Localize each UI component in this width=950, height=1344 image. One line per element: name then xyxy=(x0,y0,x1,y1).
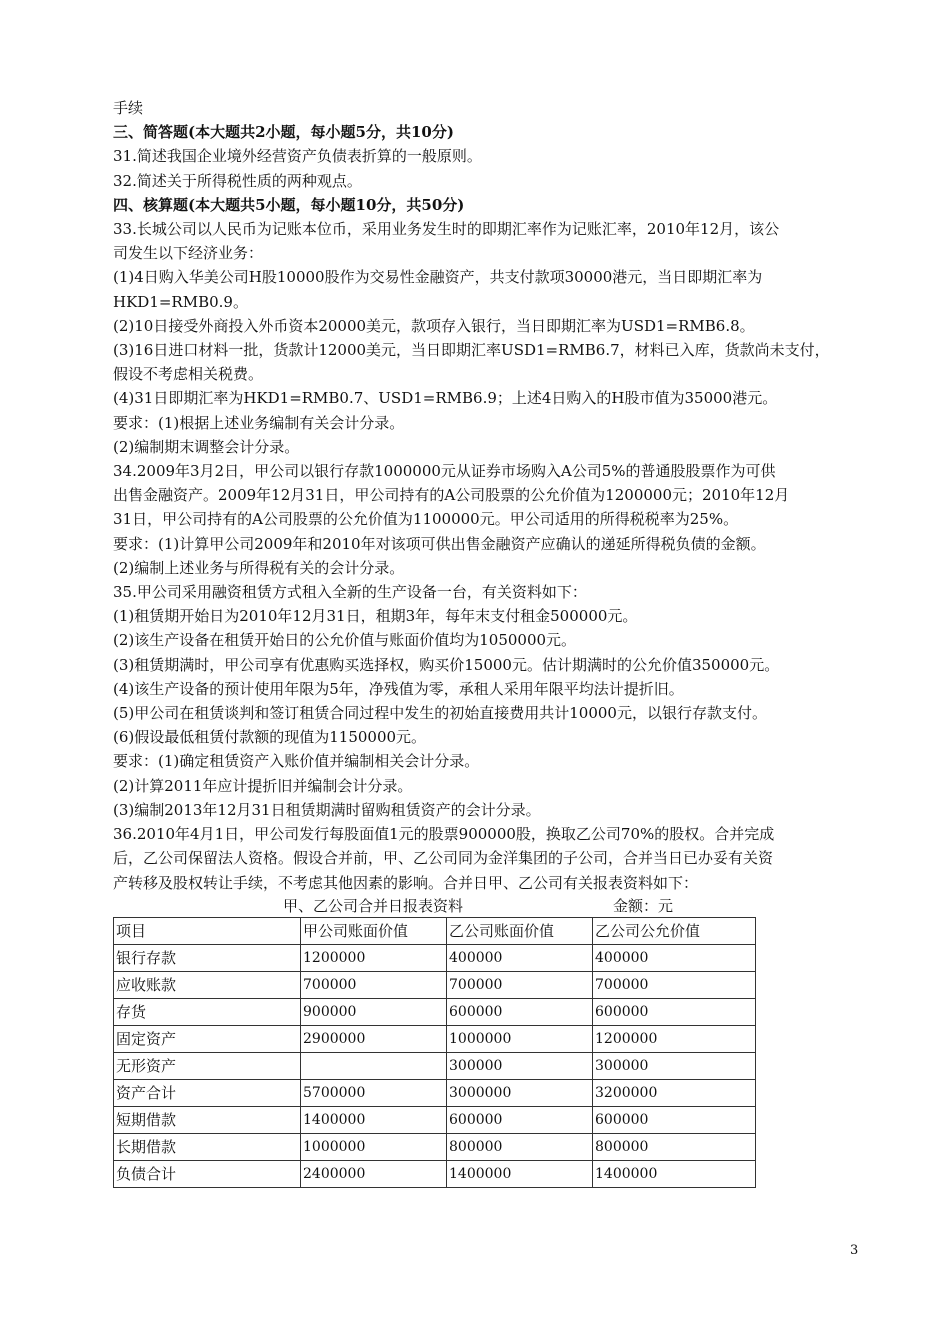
text-line: (2)10日接受外商投入外币资本20000美元，款项存入银行，当日即期汇率为USD1=RMB6.8。 xyxy=(113,316,755,335)
text-line: (1)4日购入华美公司H股10000股作为交易性金融资产，共支付款项30000港元，当日即期汇率为 xyxy=(113,268,763,287)
text-line: 36.2010年4月1日，甲公司发行每股面值1元的股票900000股，换取乙公司70%的股权。合并完成 xyxy=(113,825,775,844)
text-line: 35.甲公司采用融资租赁方式租入全新的生产设备一台，有关资料如下： xyxy=(113,583,587,602)
value-cell: 3000000 xyxy=(447,1079,593,1106)
value-cell: 2400000 xyxy=(301,1160,447,1187)
table-row xyxy=(114,1025,756,1052)
text-line: (1)租赁期开始日为2010年12月31日，租期3年，每年末支付租金500000元。 xyxy=(113,607,638,626)
row-label-cell: 应收账款 xyxy=(114,971,301,998)
text-line: 手续 xyxy=(113,99,144,117)
text-line: 司发生以下经济业务： xyxy=(113,244,264,263)
value-cell: 2900000 xyxy=(301,1025,447,1052)
row-label-cell: 无形资产 xyxy=(114,1052,301,1079)
text-line: (2)计算2011年应计提折旧并编制会计分录。 xyxy=(113,776,413,795)
header-cell: 乙公司账面价值 xyxy=(447,917,593,944)
text-line: 32.简述关于所得税性质的两种观点。 xyxy=(113,171,362,190)
section-heading: 三、简答题(本大题共2小题，每小题5分，共10分) xyxy=(113,123,454,142)
table-row xyxy=(114,944,756,971)
value-cell: 700000 xyxy=(447,971,593,998)
text-line: (3)16日进口材料一批，货款计12000美元，当日即期汇率USD1=RMB6.7，材料已入库，货款尚未支付， xyxy=(113,341,830,360)
row-label-cell: 资产合计 xyxy=(114,1079,301,1106)
value-cell: 600000 xyxy=(593,1106,756,1133)
value-cell: 800000 xyxy=(447,1133,593,1160)
table-body xyxy=(114,944,756,1187)
balance-sheet-table xyxy=(113,917,756,1188)
value-cell: 1000000 xyxy=(301,1133,447,1160)
value-cell: 1000000 xyxy=(447,1025,593,1052)
text-line: (4)31日即期汇率为HKD1=RMB0.7、USD1=RMB6.9；上述4日购入的H股市值为35000港元。 xyxy=(113,389,778,408)
text-line: 出售金融资产。2009年12月31日，甲公司持有的A公司股票的公允价值为1200000元；2010年12月 xyxy=(113,486,790,505)
value-cell: 600000 xyxy=(447,1106,593,1133)
value-cell: 600000 xyxy=(593,998,756,1025)
value-cell: 900000 xyxy=(301,998,447,1025)
table-row xyxy=(114,1106,756,1133)
row-label-cell: 短期借款 xyxy=(114,1106,301,1133)
text-line: (5)甲公司在租赁谈判和签订租赁合同过程中发生的初始直接费用共计10000元，以银行存款支付。 xyxy=(113,704,767,723)
row-label-cell: 长期借款 xyxy=(114,1133,301,1160)
text-line: (3)编制2013年12月31日租赁期满时留购租赁资产的会计分录。 xyxy=(113,800,541,819)
header-cell: 项目 xyxy=(114,917,301,944)
value-cell: 1400000 xyxy=(301,1106,447,1133)
value-cell: 1400000 xyxy=(447,1160,593,1187)
text-line: (2)编制上述业务与所得税有关的会计分录。 xyxy=(113,558,405,577)
row-label-cell: 固定资产 xyxy=(114,1025,301,1052)
text-line: (3)租赁期满时，甲公司享有优惠购买选择权，购买价15000元。估计期满时的公允价值350000元。 xyxy=(113,655,780,674)
value-cell: 700000 xyxy=(593,971,756,998)
text-line: 要求：(1)确定租赁资产入账价值并编制相关会计分录。 xyxy=(113,752,480,771)
value-cell: 1200000 xyxy=(593,1025,756,1052)
text-line: (6)假设最低租赁付款额的现值为1150000元。 xyxy=(113,728,427,747)
table-row xyxy=(114,998,756,1025)
text-line: (2)编制期末调整会计分录。 xyxy=(113,437,300,456)
table-row xyxy=(114,1079,756,1106)
document-page xyxy=(113,96,873,1188)
value-cell: 5700000 xyxy=(301,1079,447,1106)
row-label-cell: 银行存款 xyxy=(114,944,301,971)
text-line: HKD1=RMB0.9。 xyxy=(113,292,248,311)
value-cell: 600000 xyxy=(447,998,593,1025)
page-number: 3 xyxy=(850,1243,859,1258)
table-row xyxy=(114,1052,756,1079)
text-line: 33.长城公司以人民币为记账本位币，采用业务发生时的即期汇率作为记账汇率，2010年12月，该公 xyxy=(113,220,780,239)
header-cell: 甲公司账面价值 xyxy=(301,917,447,944)
row-label-cell: 存货 xyxy=(114,998,301,1025)
value-cell: 400000 xyxy=(593,944,756,971)
table-unit: 金额：元 xyxy=(613,896,674,915)
text-line: 要求：(1)计算甲公司2009年和2010年对该项可供出售金融资产应确认的递延所得税负债的金额。 xyxy=(113,534,766,553)
value-cell: 400000 xyxy=(447,944,593,971)
text-line: 要求：(1)根据上述业务编制有关会计分录。 xyxy=(113,413,405,432)
text-line: (4)该生产设备的预计使用年限为5年，净残值为零，承租人采用年限平均法计提折旧。 xyxy=(113,679,684,698)
value-cell: 3200000 xyxy=(593,1079,756,1106)
value-cell: 800000 xyxy=(593,1133,756,1160)
value-cell: 1400000 xyxy=(593,1160,756,1187)
text-line: 31.简述我国企业境外经营资产负债表折算的一般原则。 xyxy=(113,147,482,166)
text-line: 后，乙公司保留法人资格。假设合并前，甲、乙公司同为金洋集团的子公司，合并当日已办妥有关资 xyxy=(113,849,774,868)
table-caption xyxy=(113,895,873,917)
text-line: 假设不考虑相关税费。 xyxy=(113,365,264,384)
value-cell: 300000 xyxy=(593,1052,756,1079)
table-header-row xyxy=(114,917,756,944)
text-line: (2)该生产设备在租赁开始日的公允价值与账面价值均为1050000元。 xyxy=(113,631,577,650)
text-line: 31日，甲公司持有的A公司股票的公允价值为1100000元。甲公司适用的所得税税率为25%。 xyxy=(113,510,739,529)
header-cell: 乙公司公允价值 xyxy=(593,917,756,944)
value-cell xyxy=(301,1052,447,1079)
table-title: 甲、乙公司合并日报表资料 xyxy=(283,896,464,915)
table-row xyxy=(114,971,756,998)
value-cell: 300000 xyxy=(447,1052,593,1079)
value-cell: 700000 xyxy=(301,971,447,998)
row-label-cell: 负债合计 xyxy=(114,1160,301,1187)
text-line: 34.2009年3月2日，甲公司以银行存款1000000元从证券市场购入A公司5%的普通股股票作为可供 xyxy=(113,462,776,481)
text-line: 产转移及股权转让手续，不考虑其他因素的影响。合并日甲、乙公司有关报表资料如下： xyxy=(113,873,699,892)
value-cell: 1200000 xyxy=(301,944,447,971)
table-row xyxy=(114,1160,756,1187)
section-heading: 四、核算题(本大题共5小题，每小题10分，共50分) xyxy=(113,195,465,214)
exam-text xyxy=(113,96,873,895)
table-row xyxy=(114,1133,756,1160)
